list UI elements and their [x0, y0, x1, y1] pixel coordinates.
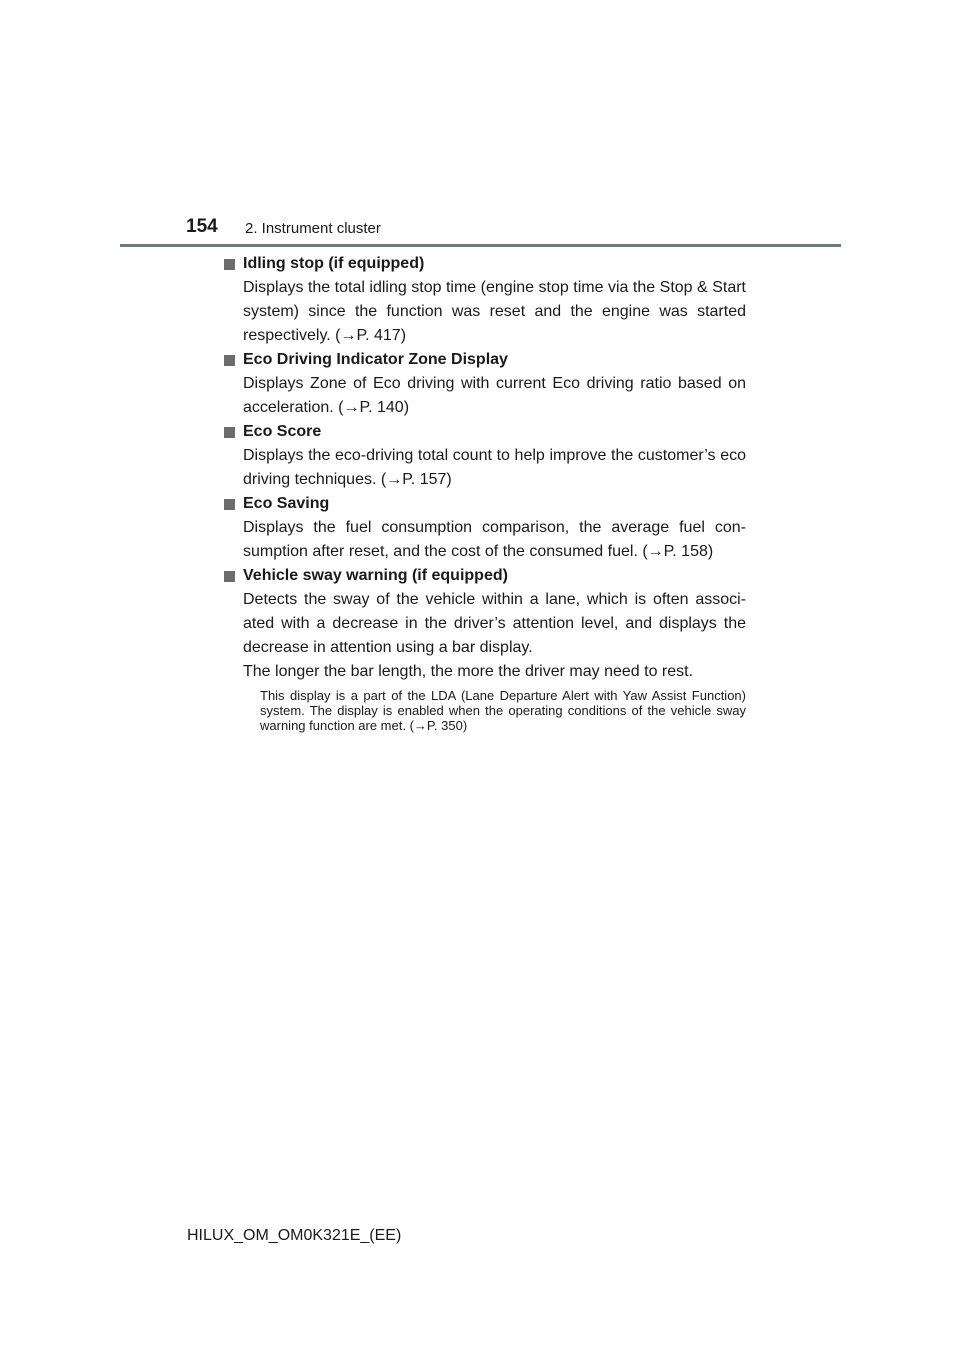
header-rule [120, 244, 841, 247]
square-bullet-icon [224, 499, 235, 510]
section-heading-text: Eco Score [243, 423, 322, 440]
section-vehicle-sway-warning [224, 564, 746, 733]
section-heading-text: Idling stop (if equipped) [243, 255, 425, 272]
section-paragraph: Displays the eco-driving total count to help improve the customer’s eco driving techniques. (→P. 157) [243, 447, 746, 488]
section-heading [224, 348, 746, 372]
page-number: 154 [186, 216, 218, 237]
section-heading-text: Eco Saving [243, 495, 330, 512]
square-bullet-icon [224, 427, 235, 438]
section-heading-text: Vehicle sway warning (if equipped) [243, 567, 508, 584]
section-heading [224, 252, 746, 276]
content [224, 252, 746, 733]
section-paragraph: Displays the total idling stop time (engine stop time via the Stop & Start system) since the function was reset and the engine was started respectively. (→P. 417) [243, 279, 746, 344]
section-paragraph: Displays the fuel consumption comparison, the average fuel con-sumption after reset, and the cost of the consumed fuel. (→P. 158) [243, 519, 746, 560]
square-bullet-icon [224, 355, 235, 366]
section-heading [224, 564, 746, 588]
chapter-title: 2. Instrument cluster [245, 220, 381, 237]
section-eco-saving [224, 492, 746, 564]
section-idling-stop [224, 252, 746, 348]
section-note: This display is a part of the LDA (Lane Departure Alert with Yaw Assist Function) system. The display is enabled when the operating conditions of the vehicle sway warning function are met. (→P. 350) [260, 688, 746, 733]
section-eco-driving-indicator-zone [224, 348, 746, 420]
section-paragraph: The longer the bar length, the more the driver may need to rest. [243, 663, 694, 680]
square-bullet-icon [224, 259, 235, 270]
footer-document-code: HILUX_OM_OM0K321E_(EE) [187, 1227, 402, 1244]
square-bullet-icon [224, 571, 235, 582]
section-heading [224, 492, 746, 516]
section-paragraph: Displays Zone of Eco driving with current Eco driving ratio based on acceleration. (→P. 140) [243, 375, 746, 416]
section-heading-text: Eco Driving Indicator Zone Display [243, 351, 508, 368]
section-eco-score [224, 420, 746, 492]
section-paragraph: Detects the sway of the vehicle within a lane, which is often associ-ated with a decrease in the driver’s attention level, and displays the decrease in attention using a bar display. [243, 591, 746, 656]
section-heading [224, 420, 746, 444]
